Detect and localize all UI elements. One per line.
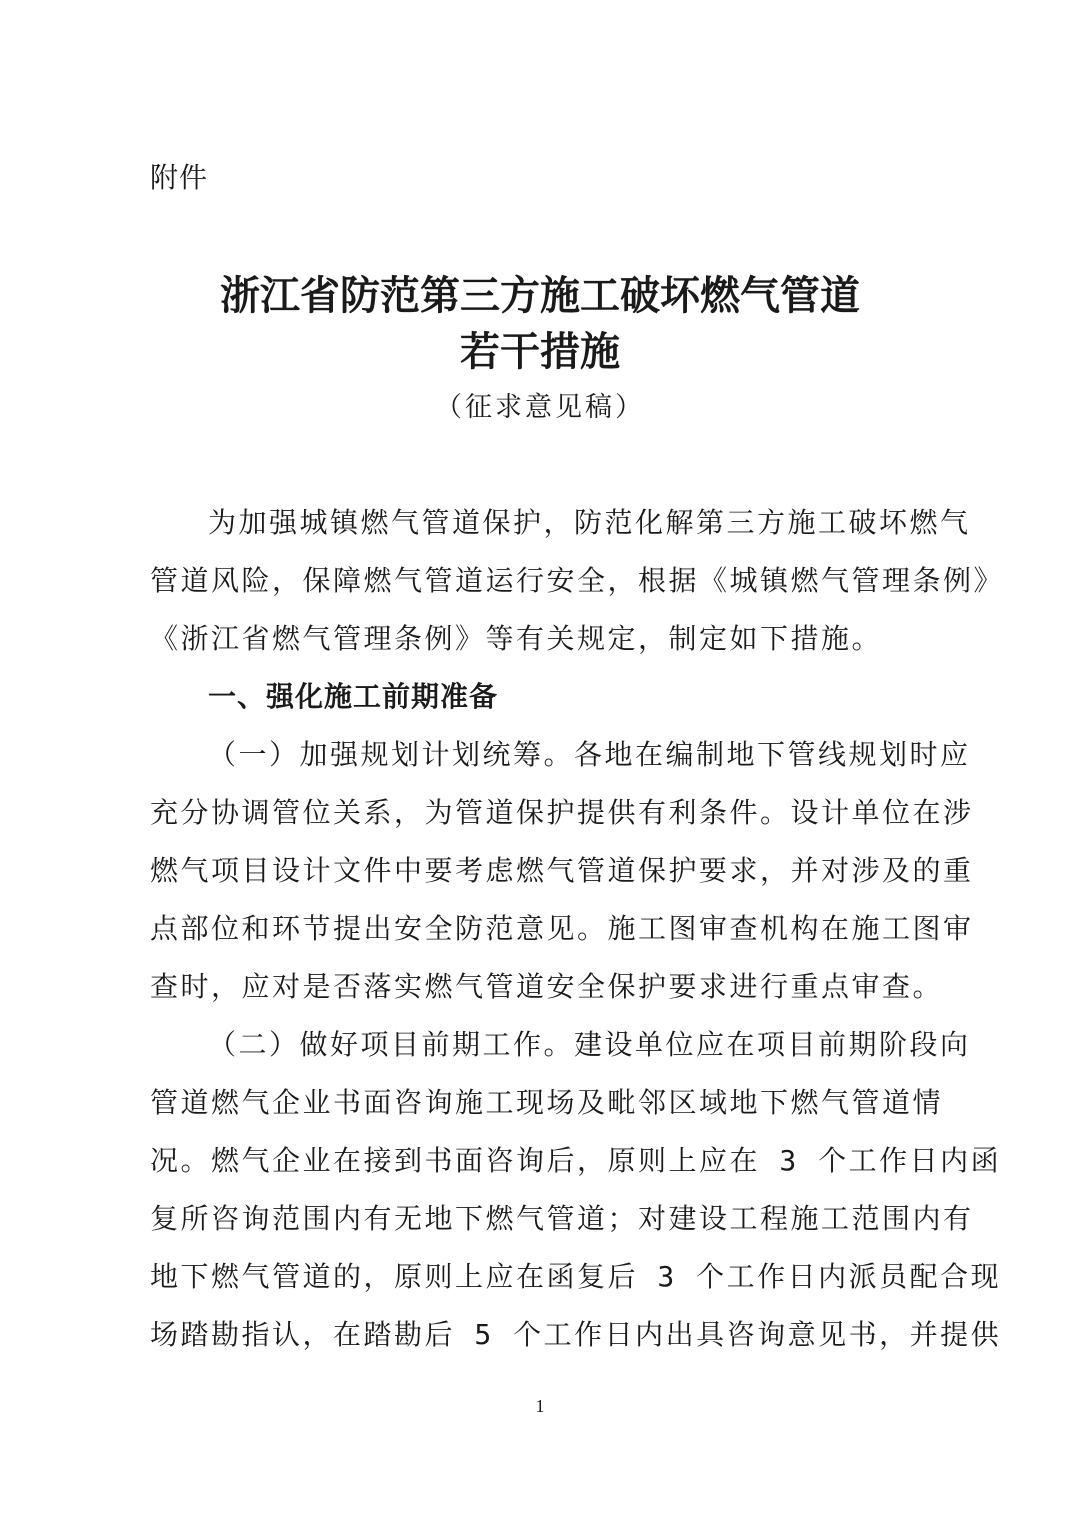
paragraph-line: 《浙江省燃气管理条例》等有关规定，制定如下措施。 [150,622,883,655]
paragraph-line: 查时，应对是否落实燃气管道安全保护要求进行重点审查。 [150,970,944,1003]
intro-paragraph [150,494,1005,668]
paragraph-line: 况。燃气企业在接到书面咨询后，原则上应在 3 个工作日内函 [150,1144,1002,1177]
document-title-line-2: 若干措施 [460,328,620,375]
section-1-heading: 一、强化施工前期准备 [208,680,499,713]
paragraph-line: （二）做好项目前期工作。建设单位应在项目前期阶段向 [208,1028,971,1061]
paragraph-line: 为加强城镇燃气管道保护，防范化解第三方施工破坏燃气 [208,506,971,539]
attachment-label: 附件 [150,161,209,194]
paragraph-line: 地下燃气管道的，原则上应在函复后 3 个工作日内派员配合现 [150,1260,1002,1293]
paragraph-line: 充分协调管位关系，为管道保护提供有利条件。设计单位在涉 [150,796,974,829]
document-subtitle: （征求意见稿） [435,392,645,423]
item-1-paragraph [150,726,974,1016]
paragraph-line: 管道风险，保障燃气管道运行安全，根据《城镇燃气管理条例》 [150,564,1005,597]
paragraph-line: 场踏勘指认，在踏勘后 5 个工作日内出具咨询意见书，并提供 [150,1318,1002,1351]
paragraph-line: 管道燃气企业书面咨询施工现场及毗邻区域地下燃气管道情 [150,1086,944,1119]
paragraph-line: 点部位和环节提出安全防范意见。施工图审查机构在施工图审 [150,912,974,945]
item-2-paragraph [150,1016,1002,1364]
paragraph-line: 复所咨询范围内有无地下燃气管道；对建设工程施工范围内有 [150,1202,974,1235]
paragraph-line: （一）加强规划计划统筹。各地在编制地下管线规划时应 [208,738,971,771]
section-1-heading-block [150,668,940,726]
document-title-line-1: 浙江省防范第三方施工破坏燃气管道 [220,272,860,319]
page-number: 1 [535,1396,545,1416]
paragraph-line: 燃气项目设计文件中要考虑燃气管道保护要求，并对涉及的重 [150,854,974,887]
